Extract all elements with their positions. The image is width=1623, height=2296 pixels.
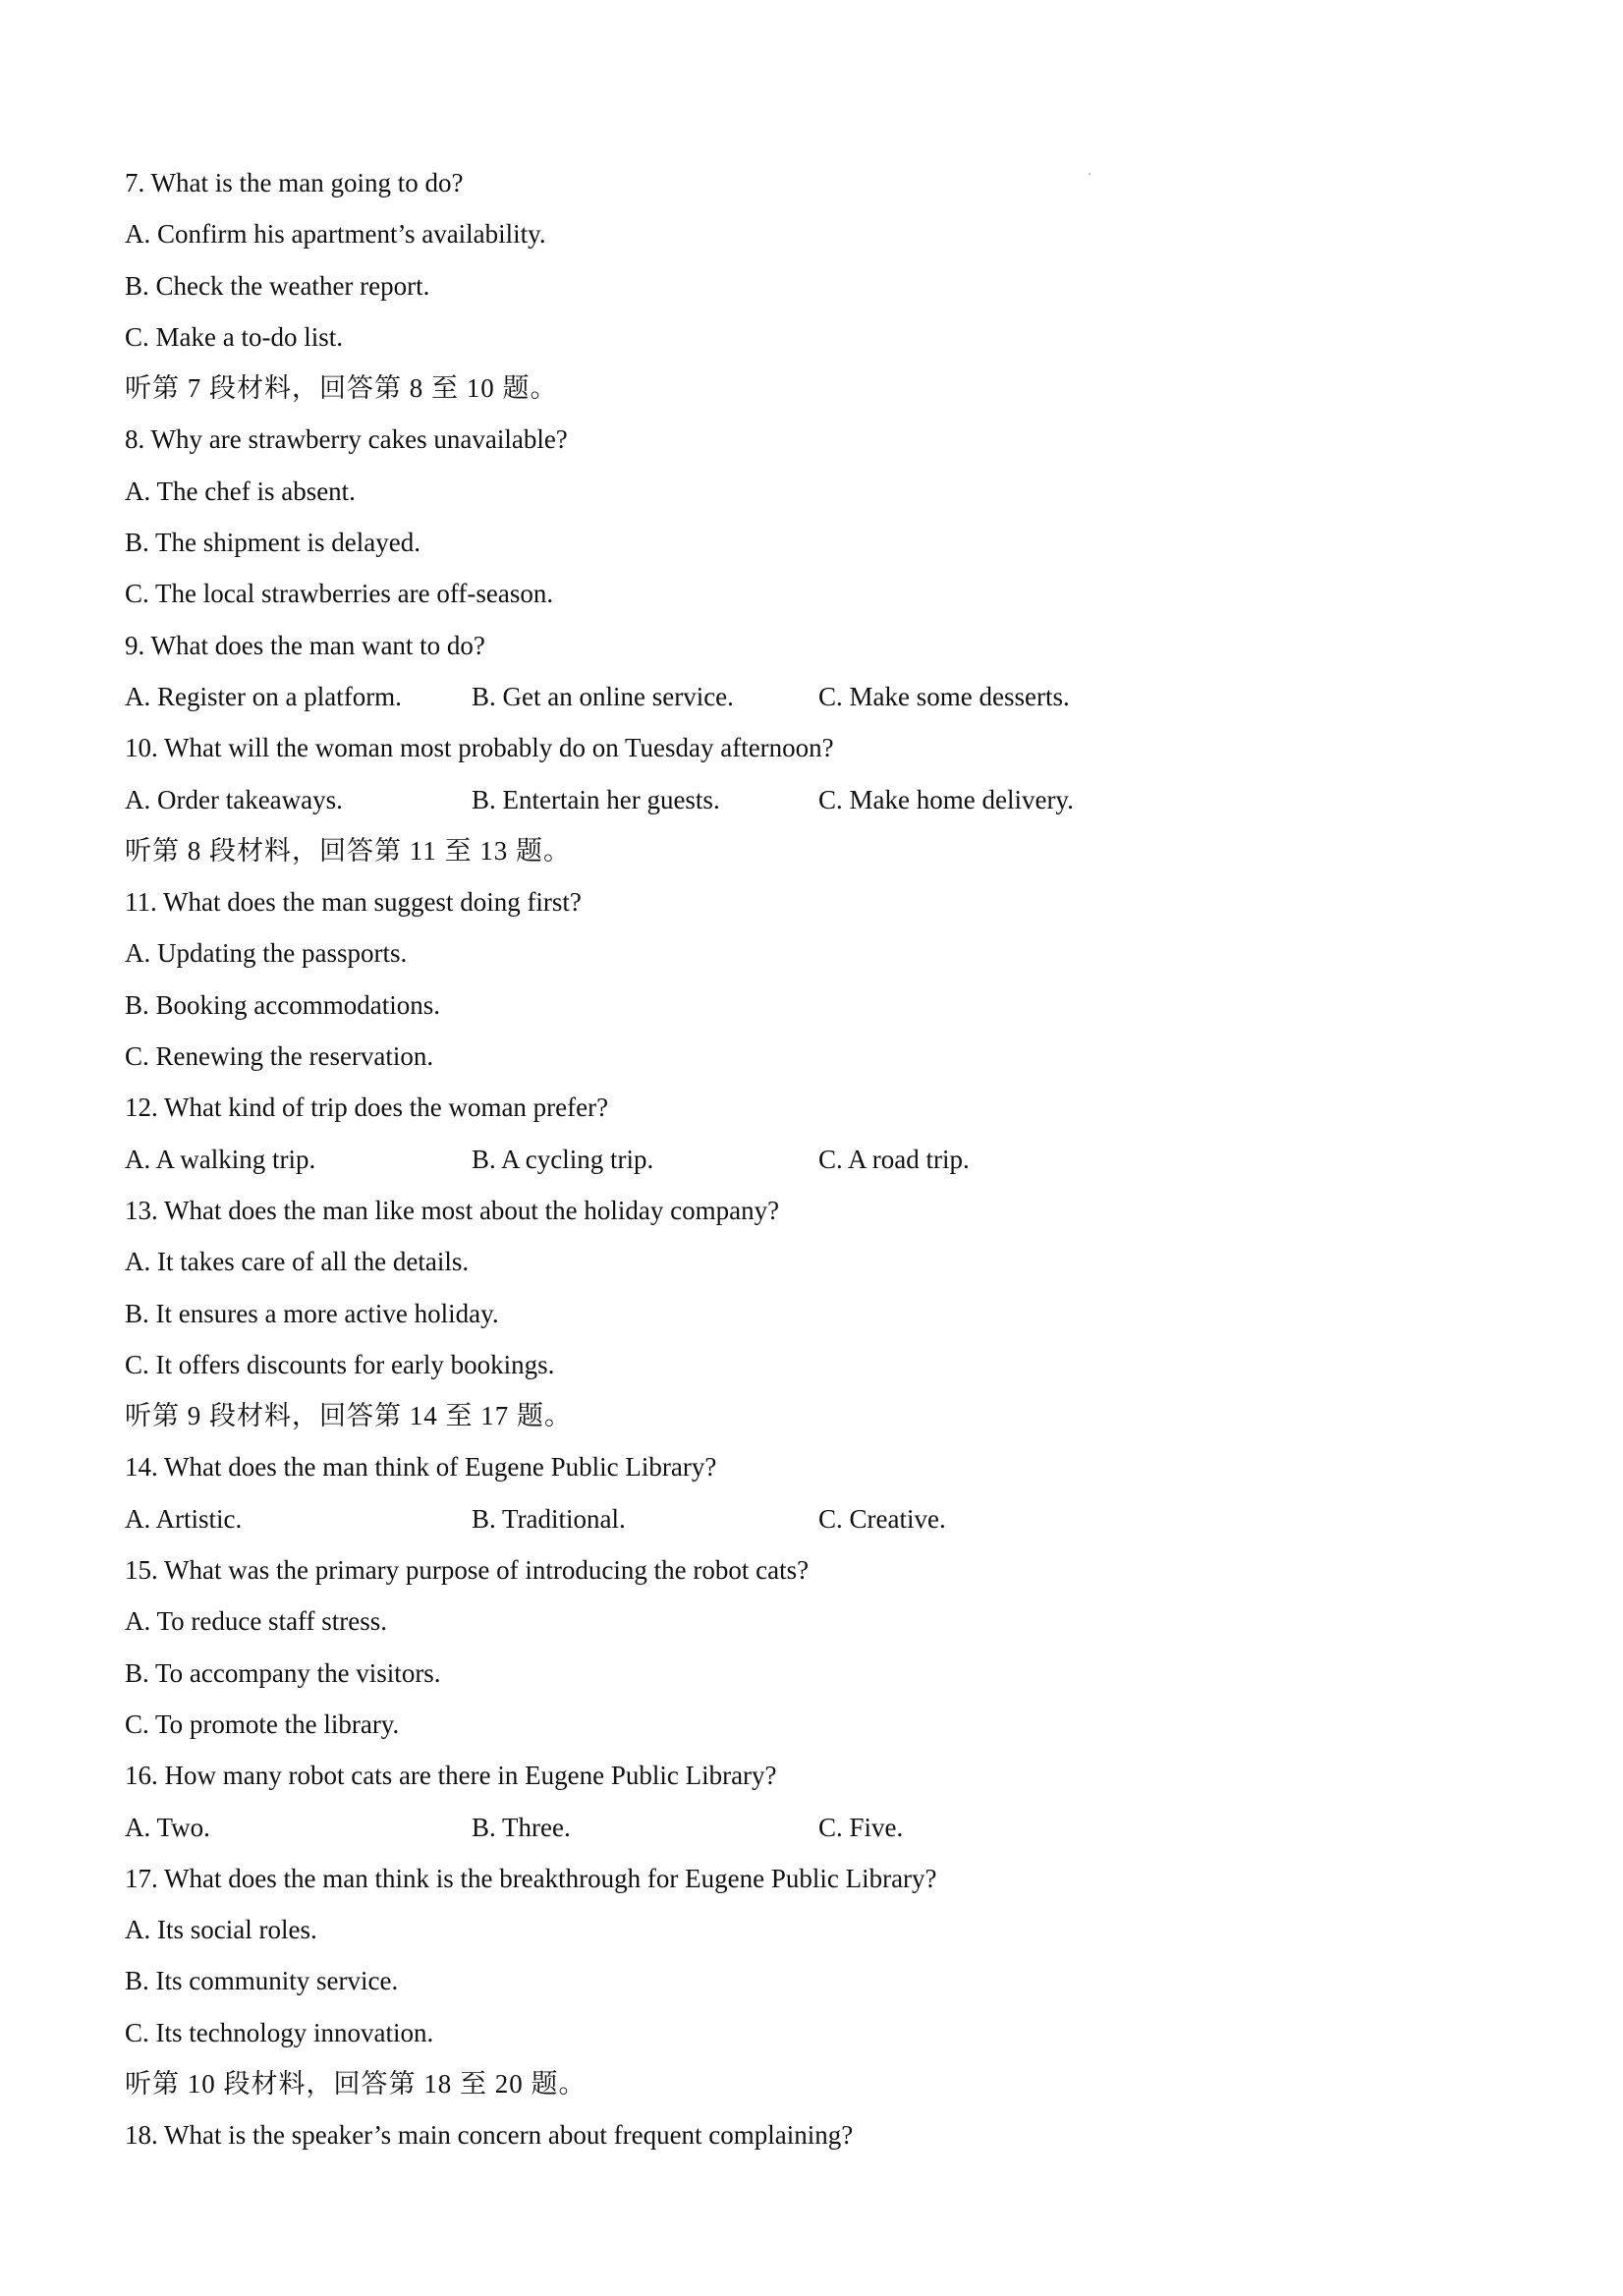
options-row <box>125 678 1500 729</box>
question-text: 11. What does the man suggest doing first? <box>125 887 582 918</box>
options-row <box>125 1141 1500 1192</box>
question-text: 13. What does the man like most about the holiday company? <box>125 1195 780 1225</box>
question-text: 18. What is the speaker’s main concern about frequent complaining? <box>125 2120 854 2151</box>
question-text: 12. What kind of trip does the woman prefer? <box>125 1092 609 1123</box>
question-text: 16. How many robot cats are there in Eugene Public Library? <box>125 1761 777 1791</box>
answer-option: B. A cycling trip. <box>472 1144 654 1174</box>
answer-option: B. Traditional. <box>472 1503 626 1534</box>
answer-option: B. Its community service. <box>125 1966 399 1996</box>
answer-option: A. The chef is absent. <box>125 476 356 506</box>
question-list <box>125 164 1500 2168</box>
answer-option: A. It takes care of all the details. <box>125 1247 470 1277</box>
section-instruction: 听第 7 段材料，回答第 8 至 10 题。 <box>125 373 558 404</box>
answer-option: A. Two. <box>125 1812 210 1842</box>
section-instruction: 听第 8 段材料，回答第 11 至 13 题。 <box>125 835 571 866</box>
answer-option: A. Its social roles. <box>125 1915 317 1945</box>
answer-option: A. Artistic. <box>125 1503 243 1534</box>
answer-option: B. Booking accommodations. <box>125 989 440 1020</box>
answer-option: B. Three. <box>472 1812 571 1842</box>
question-text: 14. What does the man think of Eugene Public Library? <box>125 1452 717 1483</box>
answer-option: A. Confirm his apartment’s availability. <box>125 219 546 250</box>
question-text: 9. What does the man want to do? <box>125 630 485 660</box>
section-instruction: 听第 9 段材料，回答第 14 至 17 题。 <box>125 1401 572 1431</box>
answer-option: B. It ensures a more active holiday. <box>125 1298 499 1328</box>
answer-option: A. Updating the passports. <box>125 938 408 969</box>
options-row <box>125 781 1500 832</box>
answer-option: C. Make a to-do list. <box>125 321 343 352</box>
question-text: 10. What will the woman most probably do on Tuesday afternoon? <box>125 733 834 763</box>
answer-option: C. Five. <box>818 1812 904 1842</box>
answer-option: C. The local strawberries are off-season. <box>125 579 554 609</box>
answer-option: C. A road trip. <box>818 1144 970 1174</box>
answer-option: B. Get an online service. <box>472 681 734 711</box>
answer-option: C. Renewing the reservation. <box>125 1041 434 1072</box>
answer-option: A. To reduce staff stress. <box>125 1606 388 1637</box>
answer-option: B. To accompany the visitors. <box>125 1657 441 1688</box>
question-text: 17. What does the man think is the breakthrough for Eugene Public Library? <box>125 1863 937 1893</box>
answer-option: A. Order takeaways. <box>125 784 343 814</box>
answer-option: A. Register on a platform. <box>125 681 402 711</box>
answer-option: C. To promote the library. <box>125 1708 400 1739</box>
section-instruction: 听第 10 段材料，回答第 18 至 20 题。 <box>125 2068 587 2099</box>
question-text: 15. What was the primary purpose of introducing the robot cats? <box>125 1555 810 1586</box>
answer-option: B. The shipment is delayed. <box>125 528 420 558</box>
answer-option: B. Entertain her guests. <box>472 784 720 814</box>
answer-option: B. Check the weather report. <box>125 270 430 301</box>
options-row <box>125 1809 1500 1860</box>
question-text: 8. Why are strawberry cakes unavailable? <box>125 424 568 455</box>
answer-option: C. Creative. <box>818 1503 946 1534</box>
answer-option: C. Make some desserts. <box>818 681 1070 711</box>
answer-option: C. It offers discounts for early bookings. <box>125 1349 555 1379</box>
answer-option: C. Make home delivery. <box>818 784 1074 814</box>
options-row <box>125 1500 1500 1551</box>
question-text: 7. What is the man going to do? <box>125 168 464 197</box>
answer-option: C. Its technology innovation. <box>125 2017 434 2047</box>
answer-option: A. A walking trip. <box>125 1144 316 1174</box>
